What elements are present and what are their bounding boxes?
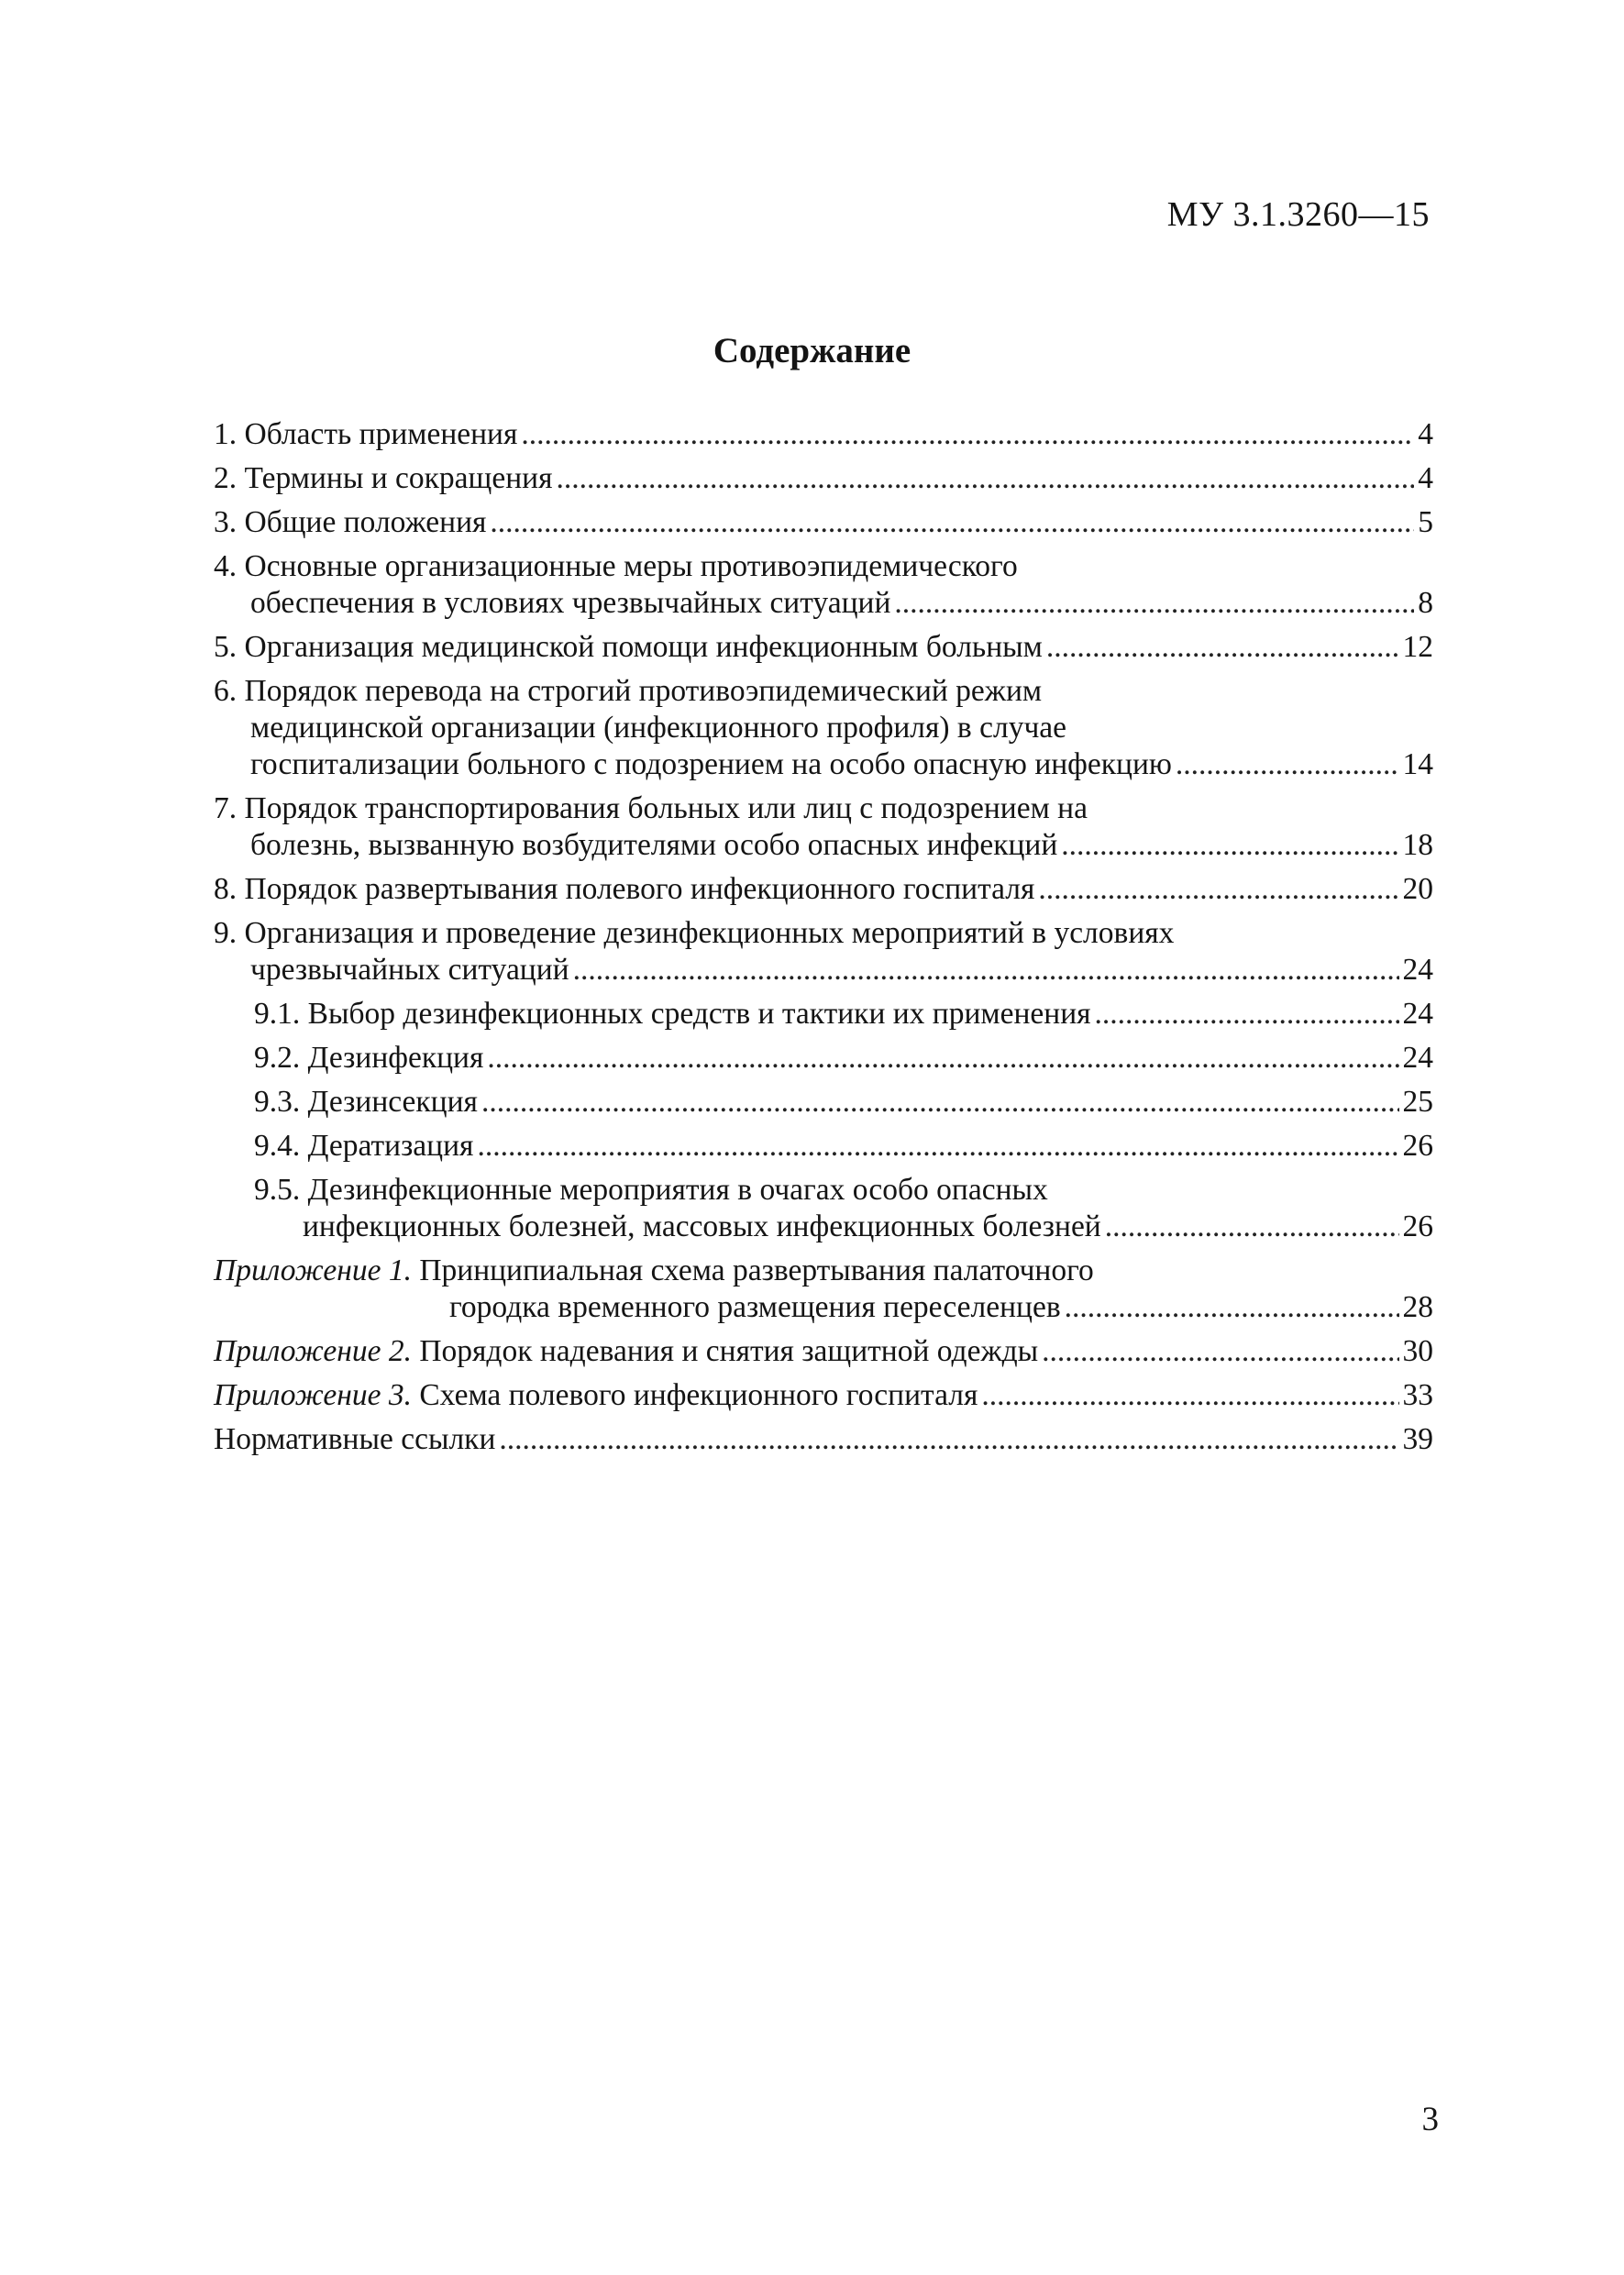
toc-entry-text: 9.2. Дезинфекция [254, 1041, 484, 1075]
dot-leader [481, 1084, 1399, 1121]
toc-page-number: 8 [1418, 586, 1433, 620]
toc-entry[interactable] [214, 915, 1433, 988]
toc-entry-text: 2. Термины и сокращения [214, 461, 553, 495]
toc-page-number: 28 [1402, 1290, 1433, 1324]
toc-entry[interactable] [214, 504, 1433, 541]
appendix-label: Приложение 2. [214, 1334, 412, 1368]
toc-entry-text-continued: медицинской организации (инфекционного профиля) в случае [250, 711, 1067, 745]
toc-entry-text-continued: городка временного размещения переселенцев [449, 1290, 1061, 1324]
dot-leader [490, 504, 1414, 541]
toc-entry-text-continued: госпитализации больного с подозрением на особо опасную инфекцию [250, 747, 1172, 781]
toc-entry-text: 9.1. Выбор дезинфекционных средств и тактики их применения [254, 997, 1091, 1031]
dot-leader [1065, 1289, 1399, 1326]
toc-entry-text: 6. Порядок перевода на строгий противоэпидемический режим [214, 674, 1043, 708]
toc-entry-text-continued: инфекционных болезней, массовых инфекционных болезней [303, 1209, 1101, 1243]
toc-subentry[interactable] [214, 1128, 1433, 1165]
toc-page-number: 18 [1402, 828, 1433, 862]
toc-appendix-entry[interactable] [214, 1333, 1433, 1370]
toc-page-number: 25 [1402, 1085, 1433, 1119]
dot-leader [1038, 871, 1398, 908]
toc-page-number: 24 [1402, 953, 1433, 987]
dot-leader [1095, 996, 1399, 1033]
toc-entry[interactable] [214, 673, 1433, 783]
toc-entry-text: 8. Порядок развертывания полевого инфекционного госпиталя [214, 872, 1035, 906]
toc-entry-text: 9.4. Дератизация [254, 1129, 474, 1163]
toc-entry-text: Порядок надевания и снятия защитной одежды [419, 1334, 1039, 1368]
table-of-contents [214, 416, 1433, 1465]
dot-leader [573, 952, 1399, 988]
toc-entry-text: Нормативные ссылки [214, 1422, 496, 1456]
appendix-label: Приложение 3. [214, 1378, 412, 1412]
toc-page-number: 26 [1402, 1209, 1433, 1243]
toc-page-number: 14 [1402, 747, 1433, 781]
toc-page-number: 39 [1402, 1422, 1433, 1456]
toc-entry[interactable] [214, 1421, 1433, 1458]
dot-leader [1105, 1209, 1399, 1245]
toc-subentry[interactable] [214, 1040, 1433, 1077]
dot-leader [477, 1128, 1398, 1165]
toc-appendix-entry[interactable] [214, 1377, 1433, 1414]
toc-entry-text-continued: чрезвычайных ситуаций [250, 953, 569, 987]
toc-page-number: 33 [1402, 1378, 1433, 1412]
page-number: 3 [1421, 2101, 1439, 2138]
dot-leader [487, 1040, 1398, 1077]
toc-page-number: 24 [1402, 997, 1433, 1031]
toc-entry-text: Принципиальная схема развертывания палаточного [419, 1253, 1094, 1287]
toc-entry[interactable] [214, 416, 1433, 453]
dot-leader [499, 1421, 1398, 1458]
toc-subentry[interactable] [214, 1172, 1433, 1245]
toc-entry-text: 7. Порядок транспортирования больных или лиц с подозрением на [214, 791, 1088, 825]
toc-page-number: 26 [1402, 1129, 1433, 1163]
dot-leader [981, 1377, 1398, 1414]
toc-appendix-entry[interactable] [214, 1253, 1433, 1326]
toc-entry[interactable] [214, 790, 1433, 864]
dot-leader [556, 460, 1414, 497]
toc-entry-text: Схема полевого инфекционного госпиталя [419, 1378, 978, 1412]
page-title: Содержание [713, 331, 911, 370]
toc-subentry[interactable] [214, 1084, 1433, 1121]
toc-page-number: 12 [1402, 630, 1433, 664]
toc-entry[interactable] [214, 871, 1433, 908]
toc-entry-text: 5. Организация медицинской помощи инфекционным больным [214, 630, 1043, 664]
dot-leader [1046, 629, 1399, 666]
toc-page-number: 30 [1402, 1334, 1433, 1368]
toc-entry[interactable] [214, 548, 1433, 622]
toc-entry[interactable] [214, 629, 1433, 666]
toc-entry-text: 9. Организация и проведение дезинфекционных мероприятий в условиях [214, 916, 1175, 950]
document-code: МУ 3.1.3260—15 [1166, 195, 1430, 234]
dot-leader [1061, 827, 1398, 864]
toc-entry-text-continued: обеспечения в условиях чрезвычайных ситуаций [250, 586, 891, 620]
dot-leader [894, 585, 1414, 622]
toc-entry-text: 1. Область применения [214, 417, 518, 451]
toc-entry-text: 9.5. Дезинфекционные мероприятия в очагах особо опасных [254, 1173, 1048, 1207]
dot-leader [1176, 746, 1399, 783]
toc-entry-text: 3. Общие положения [214, 505, 487, 539]
toc-page-number: 24 [1402, 1041, 1433, 1075]
toc-page-number: 20 [1402, 872, 1433, 906]
toc-page-number: 4 [1418, 461, 1433, 495]
toc-subentry[interactable] [214, 996, 1433, 1033]
appendix-label: Приложение 1. [214, 1253, 412, 1287]
toc-entry-text: 4. Основные организационные меры противоэпидемического [214, 549, 1018, 583]
dot-leader [521, 416, 1414, 453]
dot-leader [1042, 1333, 1398, 1370]
toc-entry[interactable] [214, 460, 1433, 497]
toc-page-number: 5 [1418, 505, 1433, 539]
toc-entry-text-continued: болезнь, вызванную возбудителями особо опасных инфекций [250, 828, 1058, 862]
toc-page-number: 4 [1418, 417, 1433, 451]
toc-entry-text: 9.3. Дезинсекция [254, 1085, 478, 1119]
